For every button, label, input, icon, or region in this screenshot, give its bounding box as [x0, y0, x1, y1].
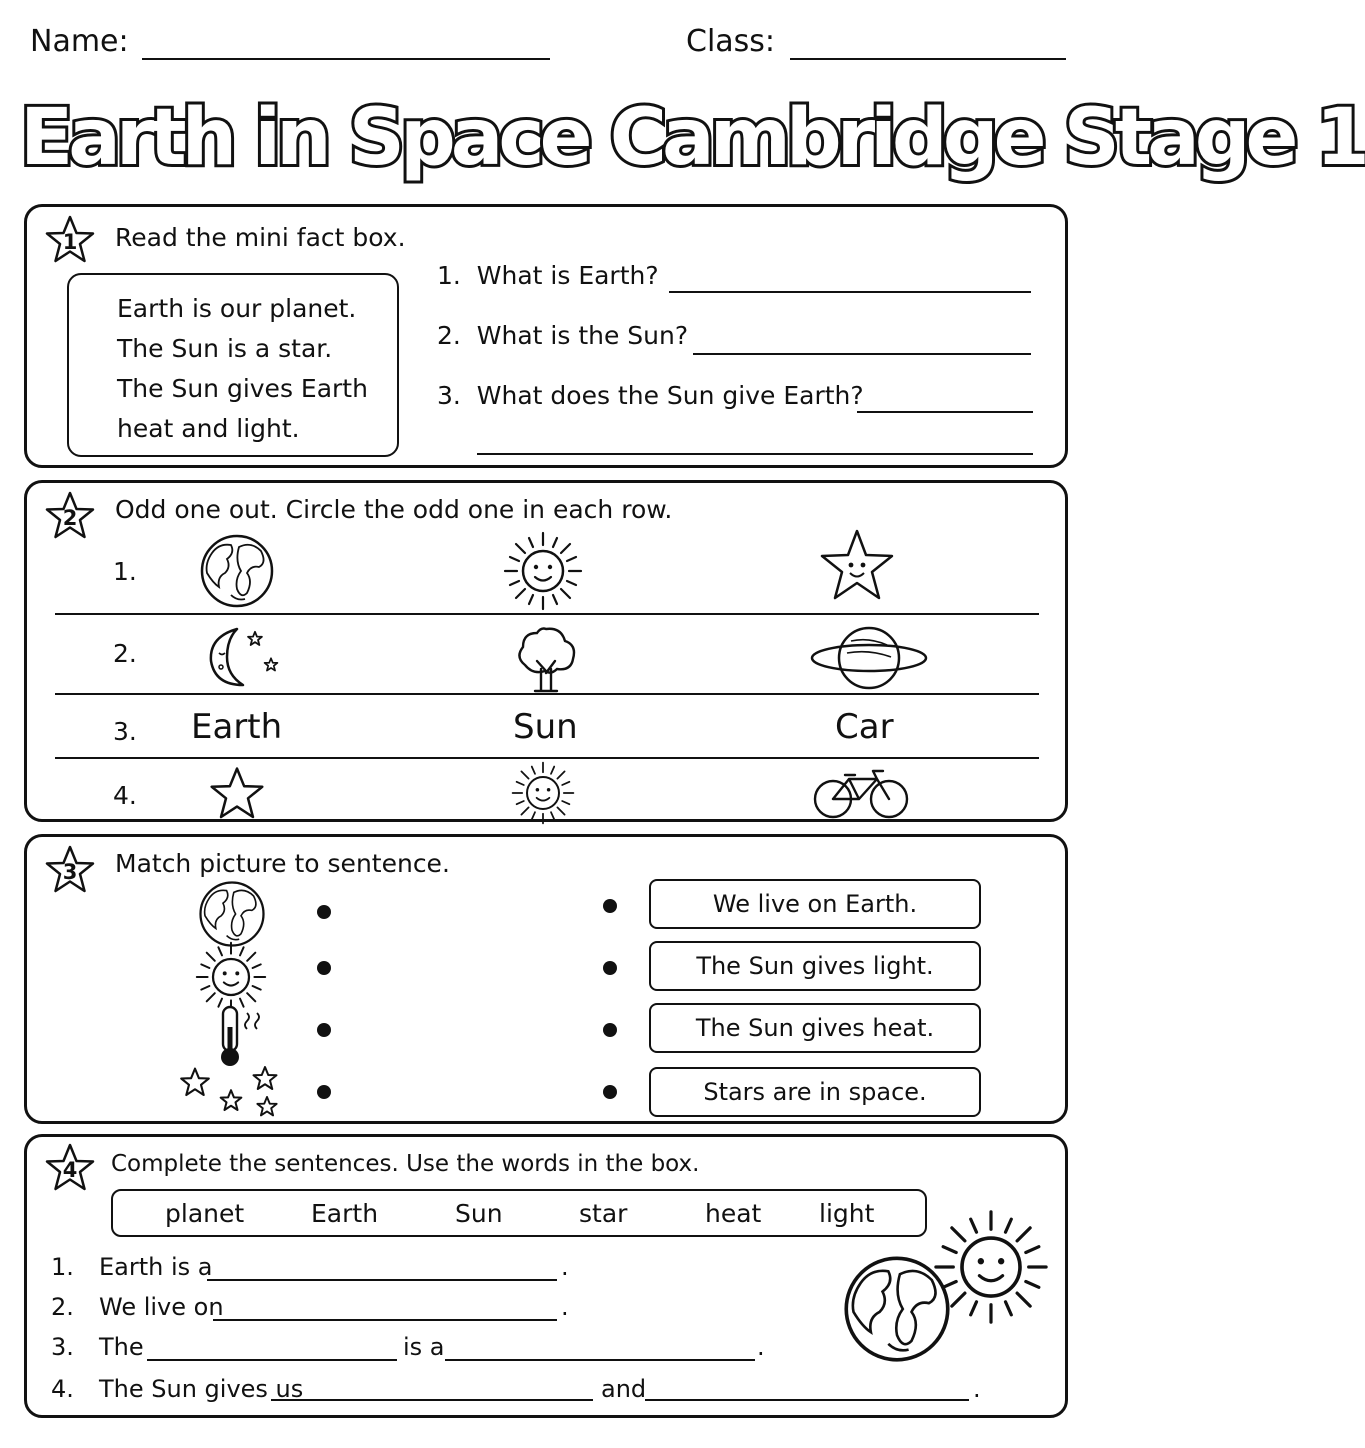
sentence-text: Earth is a [99, 1253, 213, 1281]
word-bank-item: Earth [311, 1199, 379, 1228]
star-outline-icon[interactable] [205, 765, 269, 821]
blank-line[interactable] [271, 1399, 593, 1401]
row-divider [55, 693, 1039, 695]
moon-icon[interactable] [199, 621, 283, 693]
section-instruction: Odd one out. Circle the odd one in each row. [115, 495, 673, 524]
thermometer-icon [211, 1003, 271, 1069]
question-3: 3. What does the Sun give Earth? [437, 381, 864, 410]
word-bank-item: planet [165, 1199, 245, 1228]
match-dot-left[interactable] [317, 905, 331, 919]
name-answer-line[interactable] [142, 58, 550, 60]
star-face-icon[interactable] [817, 527, 897, 607]
section-number-badge [43, 213, 97, 267]
section-instruction: Complete the sentences. Use the words in the box. [111, 1151, 700, 1177]
sentence-number: 4. [51, 1375, 74, 1403]
word-bank-item: Sun [455, 1199, 503, 1228]
row-divider [55, 757, 1039, 759]
section-instruction: Match picture to sentence. [115, 849, 450, 878]
fact-line: The Sun is a star. [117, 334, 333, 363]
fact-line: heat and light. [117, 414, 300, 443]
match-sentence[interactable]: The Sun gives heat. [649, 1003, 981, 1053]
match-dot-right[interactable] [603, 1023, 617, 1037]
match-dot-left[interactable] [317, 961, 331, 975]
question-1: 1. What is Earth? [437, 261, 659, 290]
row-number: 1. [113, 557, 137, 586]
row-number: 3. [113, 717, 137, 746]
answer-line-3[interactable] [857, 411, 1033, 413]
match-sentence[interactable]: Stars are in space. [649, 1067, 981, 1117]
match-dot-left[interactable] [317, 1023, 331, 1037]
globe-icon[interactable] [199, 533, 275, 609]
odd-word[interactable]: Sun [513, 707, 578, 747]
word-bank [111, 1189, 927, 1237]
sun-icon [933, 1209, 1053, 1329]
section-2 [24, 480, 1068, 822]
blank-line[interactable] [207, 1279, 557, 1281]
sun-icon[interactable] [503, 531, 583, 611]
class-label: Class: [686, 24, 776, 59]
section-4 [24, 1134, 1068, 1418]
odd-word[interactable]: Earth [191, 707, 283, 747]
sentence-text: The Sun gives us [99, 1375, 304, 1403]
sentence-text: The [99, 1333, 144, 1361]
fact-line: The Sun gives Earth [117, 374, 368, 403]
sentence-number: 1. [51, 1253, 74, 1281]
planet-ring-icon[interactable] [809, 623, 929, 693]
fact-box [67, 273, 399, 457]
row-number: 4. [113, 781, 137, 810]
word-bank-item: light [819, 1199, 875, 1228]
sentence-number: 2. [51, 1293, 74, 1321]
worksheet-title: Earth in Space Cambridge Stage 1 [20, 93, 1365, 183]
odd-word[interactable]: Car [835, 707, 894, 747]
blank-line[interactable] [213, 1319, 557, 1321]
sentence-end: . [973, 1375, 981, 1403]
sentence-text: We live on [99, 1293, 224, 1321]
bicycle-icon[interactable] [811, 767, 911, 821]
blank-line[interactable] [445, 1359, 755, 1361]
match-dot-right[interactable] [603, 961, 617, 975]
question-2: 2. What is the Sun? [437, 321, 689, 350]
globe-icon [197, 881, 267, 947]
section-number: 2 [62, 506, 78, 530]
match-sentence[interactable]: We live on Earth. [649, 879, 981, 929]
section-number: 4 [62, 1158, 78, 1182]
section-number: 3 [62, 860, 78, 884]
class-answer-line[interactable] [790, 58, 1066, 60]
sun-icon[interactable] [509, 761, 577, 823]
fact-line: Earth is our planet. [117, 294, 357, 323]
tree-icon[interactable] [511, 623, 581, 695]
sentence-end: . [561, 1253, 569, 1281]
match-sentence[interactable]: The Sun gives light. [649, 941, 981, 991]
section-3 [24, 834, 1068, 1124]
answer-line-2[interactable] [693, 353, 1031, 355]
sentence-end: . [561, 1293, 569, 1321]
blank-line[interactable] [147, 1359, 397, 1361]
section-number-badge [43, 489, 97, 543]
answer-line-3b[interactable] [477, 453, 1033, 455]
name-label: Name: [30, 24, 129, 59]
section-number-badge [43, 1141, 97, 1195]
word-bank-item: heat [705, 1199, 762, 1228]
row-number: 2. [113, 639, 137, 668]
section-number: 1 [62, 230, 78, 254]
sentence-text: and [601, 1375, 647, 1403]
sentence-text: is a [403, 1333, 445, 1361]
blank-line[interactable] [645, 1399, 969, 1401]
word-bank-item: star [579, 1199, 628, 1228]
stars-icon [175, 1063, 285, 1121]
row-divider [55, 613, 1039, 615]
section-1 [24, 204, 1068, 468]
section-number-badge [43, 843, 97, 897]
match-dot-left[interactable] [317, 1085, 331, 1099]
sentence-end: . [757, 1333, 765, 1361]
section-instruction: Read the mini fact box. [115, 223, 406, 252]
answer-line-1[interactable] [669, 291, 1031, 293]
match-dot-right[interactable] [603, 1085, 617, 1099]
match-dot-right[interactable] [603, 899, 617, 913]
sentence-number: 3. [51, 1333, 74, 1361]
